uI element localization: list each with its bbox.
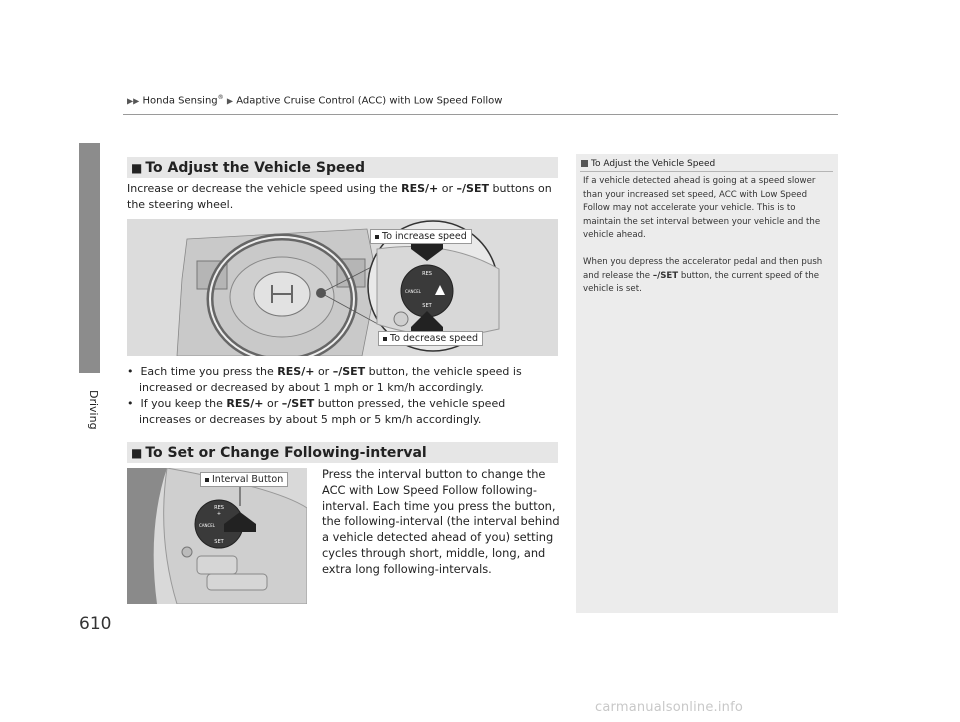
interval-button-illustration [127, 468, 307, 604]
breadcrumb-arrow-icon: ▶ [226, 96, 233, 106]
watermark: carmanualsonline.info [595, 700, 744, 715]
page-number: 610 [79, 614, 112, 634]
bullet-item: • If you keep the RES/+ or –/SET button pressed, the vehicle speed increases or decreases by about 5 mph or 5 km/h accordingly. [127, 397, 506, 426]
note-divider [580, 171, 833, 172]
section-square-icon: ■ [131, 445, 143, 460]
registered-mark: ® [217, 94, 224, 101]
bullet-list [127, 364, 558, 428]
section-heading-following-interval [127, 442, 558, 463]
callout-interval-button: Interval Button [200, 472, 288, 487]
res-button-label: RES [214, 505, 224, 511]
section-heading-adjust-speed [127, 157, 558, 178]
interval-paragraph: Press the interval button to change the ACC with Low Speed Follow following-interval. Each time you press the button, the following-interval (the interval behind a vehicle detected ahead of you) setting cycles through short, middle, long, and extra long following-intervals. [322, 467, 560, 576]
note-paragraph-2: When you depress the accelerator pedal and then push and release the –/SET button, the current speed of the vehicle is set. [583, 257, 823, 295]
chapter-label: Driving [87, 390, 100, 430]
interval-button-drawing [127, 468, 307, 604]
bullet-item: • Each time you press the RES/+ or –/SET button, the vehicle speed is increased or decreased by about 1 mph or 1 km/h accordingly. [127, 365, 522, 394]
section-title: To Adjust the Vehicle Speed [145, 159, 365, 176]
note-paragraph-1: If a vehicle detected ahead is going at a speed slower than your increased set speed, ACC with Low Speed Follow may not accelerate your vehicle. This is to maintain the set interval between your vehicle and the vehicle ahead. [583, 176, 821, 241]
callout-marker-icon [205, 478, 209, 482]
breadcrumb-arrow-icon: ▶▶ [127, 96, 140, 106]
breadcrumb-item-acc[interactable]: Adaptive Cruise Control (ACC) with Low Speed Follow [236, 95, 503, 107]
callout-increase-speed: To increase speed [370, 229, 472, 244]
chapter-tab [79, 143, 100, 373]
callout-marker-icon [375, 235, 379, 239]
breadcrumb [127, 94, 502, 106]
set-button-label: SET [214, 539, 224, 545]
plus-label: + [216, 511, 222, 517]
callout-decrease-speed: To decrease speed [378, 331, 483, 346]
section-title: To Set or Change Following-interval [145, 444, 427, 461]
cancel-button-label: CANCEL [404, 289, 422, 294]
callout-marker-icon [383, 337, 387, 341]
res-button-label: RES [422, 271, 432, 277]
note-marker-icon [581, 160, 588, 167]
intro-paragraph: Increase or decrease the vehicle speed using the RES/+ or –/SET buttons on the steering wheel. [127, 182, 552, 211]
steering-wheel-drawing [127, 219, 558, 356]
cancel-button-label: CANCEL [198, 523, 216, 528]
steering-wheel-illustration [127, 219, 558, 356]
note-title: To Adjust the Vehicle Speed [581, 159, 715, 169]
header-divider [123, 114, 838, 115]
set-button-label: SET [422, 303, 432, 309]
section-square-icon: ■ [131, 160, 143, 175]
breadcrumb-item-honda-sensing[interactable]: Honda Sensing [142, 95, 218, 107]
